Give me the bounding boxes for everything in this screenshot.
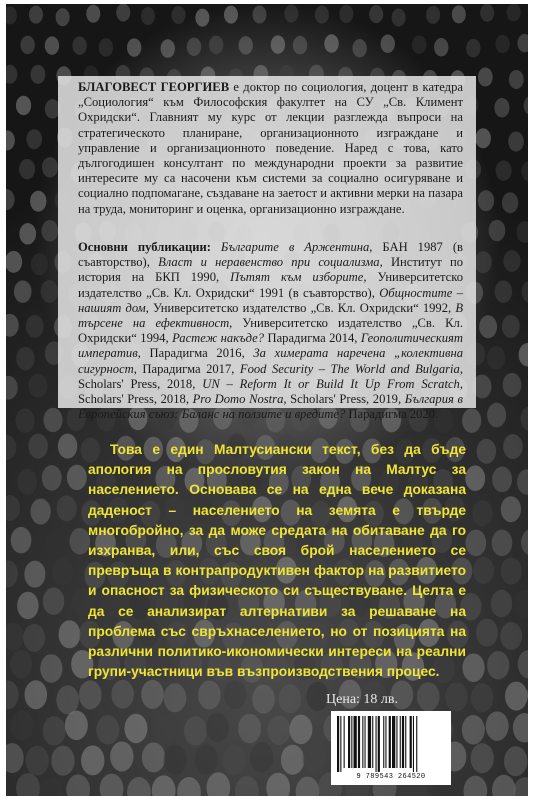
crowd-head-shape [252, 6, 266, 24]
price-label: Цена: 18 лв. [326, 692, 399, 707]
crowd-head-shape [494, 98, 509, 118]
crowd-head-shape [475, 128, 491, 148]
crowd-head-shape [503, 373, 522, 397]
crowd-head-shape [72, 36, 86, 55]
crowd-head-shape [24, 561, 45, 588]
barcode-bar [413, 716, 414, 772]
crowd-head-shape [500, 622, 522, 650]
crowd-head-shape [284, 5, 298, 23]
crowd-head-shape [479, 315, 497, 338]
crowd-head-shape [19, 159, 35, 180]
publication-title: UN – Reform It or Build It Up From Scratch [202, 376, 460, 391]
crowd-head-shape [519, 343, 528, 367]
crowd-head-shape [25, 680, 48, 709]
author-bio-text: е доктор по социология, доцент в катедра „Социология“ към Философския факултет на СУ „Св. Климент Охридски“. Главният му курс от лекции разглежда въпроси на стратегическото планиране, организационното изграждане и управление и организационното поведение. Наред с това, като дългогодишен консултант по международни проекти за развитие интересите му са насочени към системи за социално осигуряване и социално подпомагане, създаване на заетост и активни мерки на пазара на труда, мониторинг и оценка, организационно изграждане. [78, 80, 463, 216]
crowd-head-shape [238, 714, 261, 744]
crowd-head-shape [281, 745, 304, 775]
barcode-bar [348, 716, 350, 768]
crowd-head-shape [492, 467, 512, 493]
crowd-head-shape [41, 220, 58, 242]
crowd-head-shape [96, 715, 119, 745]
crowd-head-shape [508, 132, 524, 152]
crowd-head-shape [6, 314, 19, 337]
crowd-head-shape [40, 654, 62, 683]
crowd-head-shape [153, 715, 176, 745]
crowd-head-shape [16, 96, 31, 116]
barcode-bar [383, 716, 384, 768]
crowd-head-shape [495, 35, 509, 54]
crowd-head-shape [20, 36, 34, 55]
crowd-head-shape [369, 5, 383, 23]
crowd-head-shape [521, 529, 528, 556]
crowd-head-shape [161, 39, 175, 58]
crowd-head-shape [6, 65, 17, 84]
publication-title: Пътят към изборите [230, 270, 364, 285]
crowd-head-shape [40, 777, 64, 796]
crowd-head-shape [65, 711, 88, 741]
crowd-head-shape [43, 408, 62, 433]
crowd-head-shape [29, 374, 48, 398]
crowd-head-shape [52, 558, 73, 585]
crowd-head-shape [522, 281, 528, 304]
barcode-bar [416, 716, 417, 772]
crowd-head-shape [266, 773, 290, 796]
publication-title: Растеж накъде? [172, 331, 265, 346]
crowd-head-shape [26, 129, 42, 149]
author-name: БЛАГОВЕСТ ГЕОРГИЕВ [78, 80, 230, 94]
crowd-head-shape [6, 189, 15, 210]
crowd-head-shape [426, 6, 440, 24]
crowd-head-shape [507, 4, 521, 22]
publications-heading: Основни публикации: [78, 240, 211, 254]
crowd-head-shape [6, 6, 17, 24]
crowd-head-shape [6, 743, 24, 773]
crowd-head-shape [478, 190, 494, 211]
barcode-bar [385, 716, 386, 768]
crowd-head-shape [514, 590, 528, 618]
crowd-head-shape [473, 557, 494, 584]
crowd-head-shape [518, 650, 528, 679]
crowd-head-shape [502, 192, 518, 213]
crowd-head-shape [239, 36, 253, 55]
crowd-head-shape [195, 745, 218, 775]
crowd-head-shape [29, 6, 43, 24]
publication-details: , Scholars' Press, 2018, [78, 376, 463, 407]
crowd-head-shape [517, 34, 528, 53]
crowd-head-shape [116, 4, 130, 21]
crowd-head-shape [43, 716, 66, 746]
crowd-head-shape [462, 408, 481, 433]
crowd-head-shape [142, 742, 165, 772]
barcode-bar [405, 716, 406, 768]
crowd-head-shape [206, 772, 230, 796]
crowd-head-shape [505, 682, 528, 711]
crowd-head-shape [56, 685, 79, 714]
crowd-head-shape [10, 650, 32, 679]
crowd-head-shape [487, 403, 506, 428]
crowd-head-shape [303, 743, 326, 773]
crowd-head-shape [79, 680, 102, 709]
crowd-head-shape [42, 157, 58, 178]
crowd-head-shape [86, 5, 100, 23]
publication-details: Парадигма 2014, [264, 331, 361, 346]
crowd-head-shape [250, 742, 273, 772]
publication-details: , Институт по история на БКП 1990, [78, 255, 463, 285]
crowd-head-shape [152, 775, 176, 796]
crowd-head-shape [23, 624, 45, 652]
crowd-head-shape [6, 623, 24, 651]
crowd-head-shape [42, 465, 62, 491]
crowd-head-shape [187, 38, 201, 57]
crowd-head-shape [471, 683, 494, 712]
barcode-bar [372, 716, 373, 768]
publication-title: Геополитическият императив [78, 331, 463, 361]
crowd-head-shape [517, 469, 528, 495]
publication-details: , БАН 1987 (в съавторство), [78, 240, 463, 270]
crowd-head-shape [6, 376, 18, 400]
crowd-head-shape [16, 773, 40, 796]
barcode-bar [392, 716, 395, 768]
crowd-head-shape [412, 35, 426, 54]
crowd-head-shape [11, 711, 34, 741]
crowd-head-shape [513, 777, 528, 796]
isbn-number: 9 789543 264520 [356, 773, 426, 781]
crowd-head-shape [19, 223, 36, 245]
crowd-head-shape [41, 280, 59, 303]
barcode-bar [365, 716, 366, 768]
publication-details: , Университетско издателство „Св. Кл. Охридски“ 1992, [145, 300, 456, 315]
crowd-head-shape [66, 774, 90, 796]
crowd-head-shape [164, 745, 187, 775]
crowd-head-shape [6, 251, 22, 273]
publication-details: Парадигма 2020. [345, 407, 439, 422]
crowd-head-shape [491, 590, 512, 618]
publication-details: , Университетско издателство „Св. Кл. Охридски“ 1991 (в съавторство), [78, 270, 464, 300]
crowd-head-shape [43, 587, 64, 615]
crowd-head-shape [56, 8, 70, 26]
crowd-head-shape [6, 495, 20, 521]
crowd-head-shape [45, 530, 66, 557]
crowd-head-shape [30, 499, 50, 525]
publication-details: , Парадигма 2016, [137, 346, 254, 361]
crowd-head-shape [222, 745, 245, 775]
author-bio [78, 80, 463, 217]
crowd-head-shape [466, 530, 487, 557]
crowd-head-shape [492, 775, 516, 796]
publication-title: Pro Domo Nostra [192, 392, 284, 407]
crowd-head-shape [30, 65, 45, 84]
crowd-head-shape [339, 5, 353, 23]
crowd-head-shape [26, 315, 44, 338]
publication-title: Власт и неравенство при социализма [158, 255, 380, 270]
crowd-head-shape [475, 251, 492, 273]
publication-title: Food Security – The World and Bulgaria [239, 361, 460, 376]
crowd-head-shape [352, 39, 366, 58]
barcode-bar [362, 716, 363, 768]
crowd-head-shape [195, 9, 209, 27]
crowd-head-shape [17, 592, 38, 620]
crowd-head-shape [224, 6, 238, 24]
crowd-head-shape [480, 4, 494, 22]
crowd-head-shape [471, 743, 494, 773]
crowd-head-shape [495, 280, 513, 303]
barcode-bar [340, 716, 341, 772]
crowd-head-shape [296, 777, 320, 796]
crowd-head-shape [465, 465, 485, 491]
crowd-head-shape [14, 280, 32, 303]
crowd-head-shape [521, 407, 528, 432]
barcode-bar [389, 716, 391, 768]
barcode-bar [337, 716, 339, 772]
crowd-head-shape [124, 714, 147, 744]
crowd-head-shape [45, 36, 59, 55]
publication-title: Общностите – нашият дом [78, 285, 463, 315]
crowd-head-shape [462, 715, 485, 745]
crowd-head-shape [509, 70, 524, 89]
back-cover [6, 4, 528, 796]
crowd-head-shape [99, 38, 113, 57]
crowd-head-shape [110, 741, 133, 771]
crowd-head-shape [127, 38, 141, 57]
crowd-head-shape [25, 746, 48, 776]
crowd-head-shape [392, 9, 406, 27]
publication-title: В търсене на ефективност [78, 300, 464, 331]
crowd-head-shape [252, 685, 275, 714]
crowd-head-shape [381, 35, 395, 54]
crowd-head-shape [516, 221, 528, 243]
barcode-bar [358, 716, 360, 768]
crowd-head-shape [289, 715, 312, 745]
crowd-head-shape [434, 38, 448, 57]
crowd-head-shape [489, 220, 506, 242]
crowd-head-shape [17, 469, 37, 495]
crowd-head-shape [184, 716, 207, 746]
publication-title: За химерата наречена „колективна сигурност [78, 346, 463, 376]
crowd-head-shape [209, 36, 223, 55]
crowd-head-shape [466, 39, 480, 58]
crowd-head-shape [57, 495, 77, 521]
barcode-bar [400, 716, 401, 768]
barcode [331, 711, 451, 785]
crowd-head-shape [478, 67, 493, 86]
crowd-head-shape [293, 36, 307, 55]
crowd-head-shape [524, 96, 528, 116]
crowd-head-shape [28, 434, 48, 459]
crowd-head-shape [503, 250, 520, 272]
publication-title: Българите в Аржентина [220, 240, 370, 254]
barcode-bar [351, 716, 352, 768]
crowd-head-shape [30, 191, 46, 212]
crowd-head-shape [235, 776, 259, 796]
crowd-head-shape [111, 680, 134, 709]
crowd-head-shape [464, 776, 488, 796]
crowd-head-shape [496, 160, 512, 181]
crowd-head-shape [513, 713, 528, 743]
crowd-head-shape [100, 774, 124, 796]
barcode-bar [376, 716, 377, 772]
crowd-head-shape [501, 558, 522, 585]
publication-details: , Scholars' Press, 2018, [78, 361, 463, 391]
crowd-head-shape [141, 7, 155, 25]
crowd-head-shape [6, 560, 18, 587]
crowd-head-shape [67, 465, 87, 491]
crowd-head-shape [59, 620, 81, 648]
crowd-head-shape [504, 746, 527, 776]
crowd-head-shape [127, 777, 151, 796]
crowd-head-shape [324, 34, 338, 53]
crowd-head-shape [171, 6, 185, 24]
crowd-head-shape [452, 5, 466, 23]
publication-title: България в Европейския съюз: Баланс на ползите и вредите? [78, 392, 463, 422]
crowd-head-shape [31, 253, 48, 275]
crowd-head-shape [164, 683, 187, 712]
crowd-head-shape [16, 347, 34, 371]
crowd-head-shape [51, 746, 74, 776]
crowd-head-shape [198, 681, 221, 710]
crowd-head-shape [492, 530, 513, 557]
barcode-bar [410, 716, 412, 768]
crowd-head-shape [503, 434, 523, 459]
publication-details: , Университетско издателство „Св. Кл. Охридски“ 1994, [78, 316, 463, 346]
crowd-head-shape [16, 408, 35, 433]
crowd-head-shape [279, 684, 302, 713]
barcode-bar [402, 716, 404, 768]
crowd-head-shape [501, 496, 521, 522]
crowd-head-shape [477, 439, 497, 464]
crowd-head-shape [487, 651, 509, 680]
book-summary: Това е един Малтусиански текст, без да бъде апология на прословутия закон на Малтус за населението. Основава се на една вече доказана даденост – населението на земята е твърде многобройно, за да може средата на обитаване да го изхранва, или, със своя брой населението се превръща в контрапродуктивен фактор на развитието и опасност за физическото си съществуване. Целта е да се анализират алтернативи за решаване на проблема със свръхнаселението, но от позицията на различни политико-икономически интереси на реални групи-участници във възпроизводствения процес. [88, 442, 466, 680]
barcode-bar [354, 716, 357, 768]
barcode-bars [337, 716, 445, 772]
crowd-head-shape [6, 435, 16, 460]
crowd-head-shape [6, 130, 15, 150]
crowd-head-shape [502, 315, 520, 338]
publication-details: , Парадигма 2017, [133, 361, 240, 376]
crowd-head-shape [527, 680, 528, 709]
crowd-head-shape [315, 6, 329, 24]
crowd-head-shape [476, 619, 498, 647]
crowd-head-shape [177, 777, 201, 796]
barcode-bar [368, 716, 371, 768]
barcode-bar [396, 716, 397, 768]
crowd-head-shape [271, 35, 285, 54]
publication-details: , Scholars' Press, 2019, [283, 392, 405, 407]
crowd-head-shape [206, 713, 229, 743]
crowd-head-shape [521, 161, 528, 182]
barcode-bar [378, 716, 380, 772]
barcode-bar [344, 716, 345, 768]
publications-list [78, 240, 463, 422]
crowd-head-shape [141, 680, 164, 709]
crowd-head-shape [487, 346, 505, 370]
crowd-head-shape [58, 434, 77, 459]
crowd-head-shape [11, 527, 32, 554]
crowd-head-shape [267, 715, 290, 745]
crowd-head-shape [81, 745, 104, 775]
crowd-head-shape [472, 500, 492, 526]
crowd-head-shape [224, 680, 247, 709]
crowd-head-shape [6, 680, 19, 709]
crowd-head-shape [486, 711, 509, 741]
